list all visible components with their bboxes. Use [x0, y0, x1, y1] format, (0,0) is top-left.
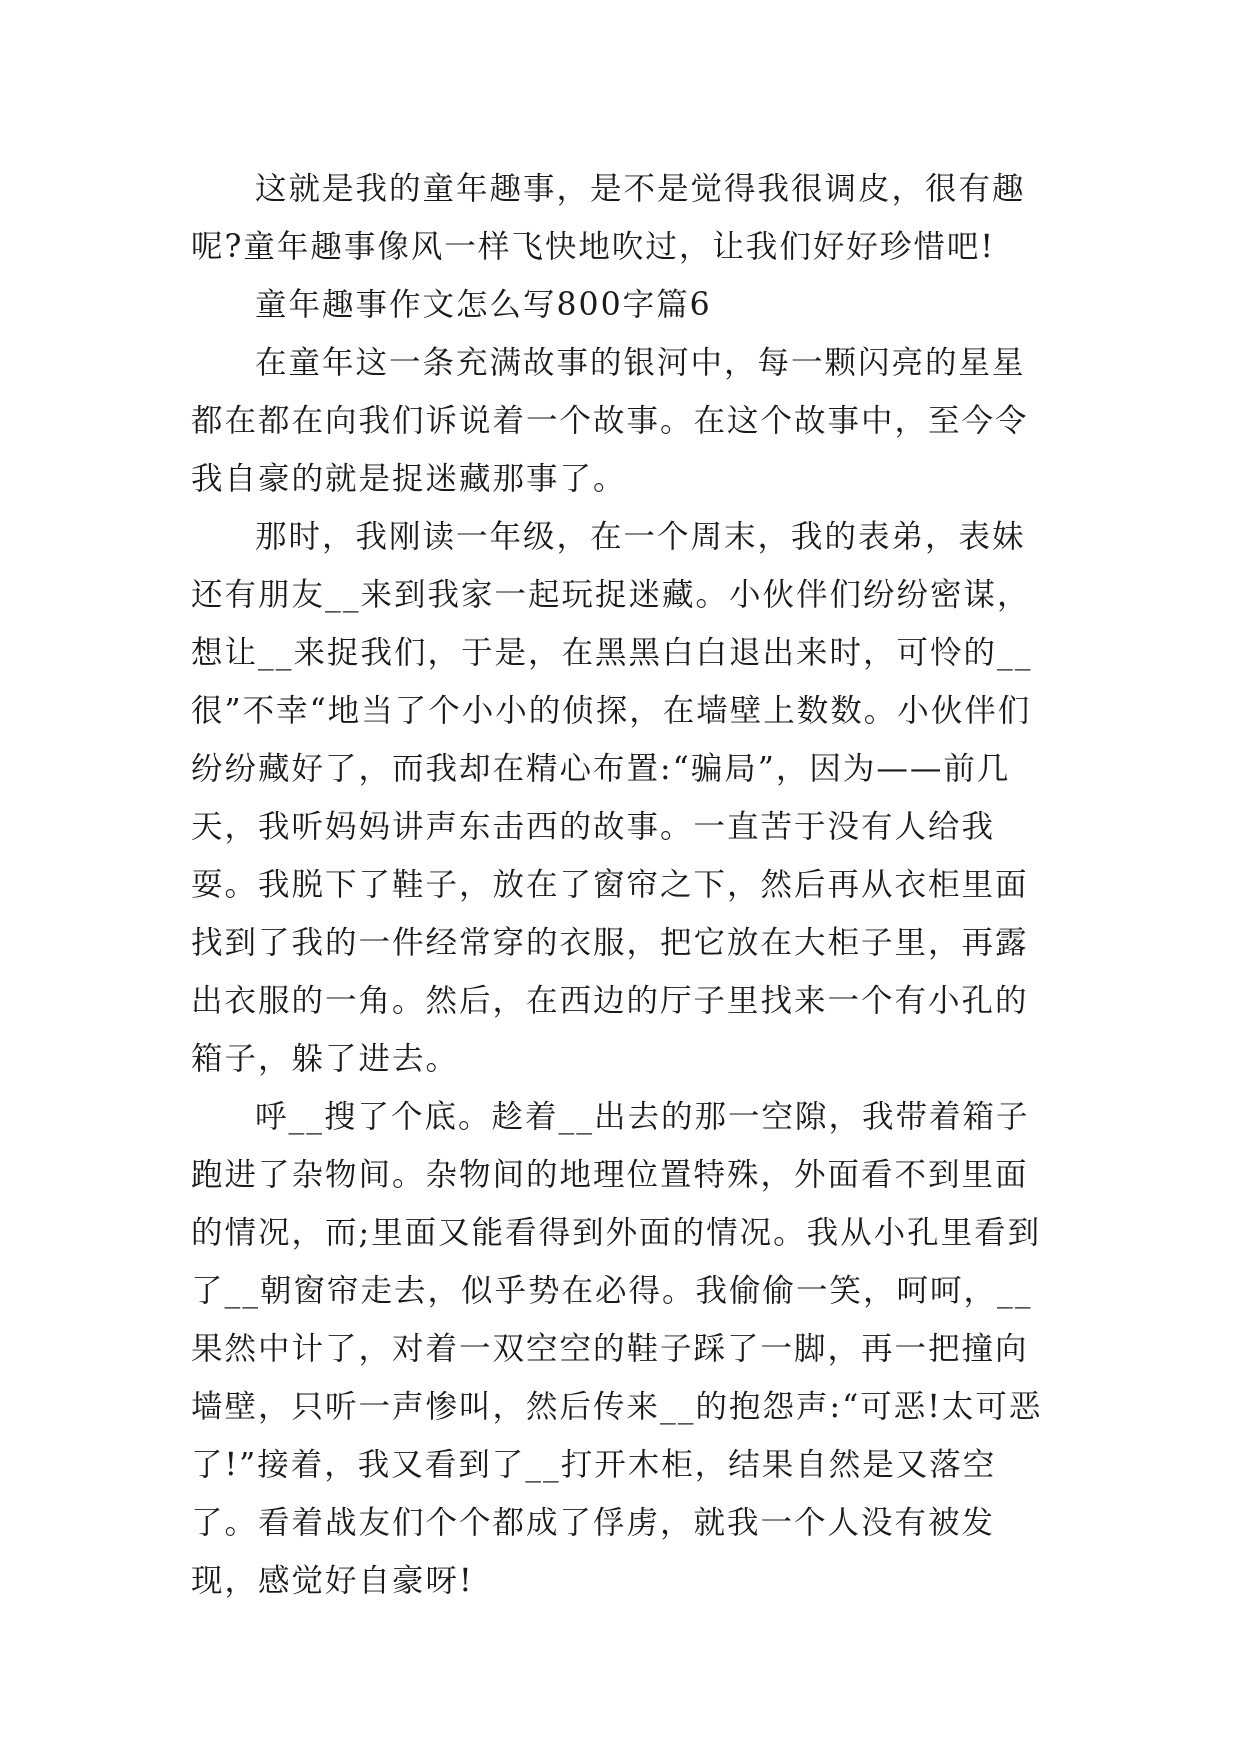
- paragraph-setup: 那时，我刚读一年级，在一个周末，我的表弟，表妹还有朋友__来到我家一起玩捉迷藏。小伙伴们纷纷密谋，想让__来捉我们，于是，在黑黑白白退出来时，可怜的__很”不幸“地当了个小小的侦探，在墙壁上数数。小伙伴们纷纷藏好了，而我却在精心布置:“骗局”，因为——前几天，我听妈妈讲声东击西的故事。一直苦于没有人给我耍。我脱下了鞋子，放在了窗帘之下，然后再从衣柜里面找到了我的一件经常穿的衣服，把它放在大柜子里，再露出衣服的一角。然后，在西边的厅子里找来一个有小孔的箱子，躲了进去。: [191, 519, 1033, 1077]
- section-heading: 童年趣事作文怎么写800字篇6: [255, 287, 712, 323]
- document-body: [191, 160, 1051, 1610]
- paragraph-intro: 在童年这一条充满故事的银河中，每一颗闪亮的星星都在都在向我们诉说着一个故事。在这个故事中，至今令我自豪的就是捉迷藏那事了。: [191, 345, 1029, 497]
- paragraph-ending: 这就是我的童年趣事，是不是觉得我很调皮，很有趣呢?童年趣事像风一样飞快地吹过，让我们好好珍惜吧!: [191, 171, 1026, 265]
- paragraph-climax: 呼__搜了个底。趁着__出去的那一空隙，我带着箱子跑进了杂物间。杂物间的地理位置特殊，外面看不到里面的情况，而;里面又能看得到外面的情况。我从小孔里看到了__朝窗帘走去，似乎势在必得。我偷偷一笑，呵呵，__果然中计了，对着一双空空的鞋子踩了一脚，再一把撞向墙壁，只听一声惨叫，然后传来__的抱怨声:“可恶!太可恶了!”接着，我又看到了__打开木柜，结果自然是又落空了。看着战友们个个都成了俘虏，就我一个人没有被发现，感觉好自豪呀!: [191, 1099, 1043, 1599]
